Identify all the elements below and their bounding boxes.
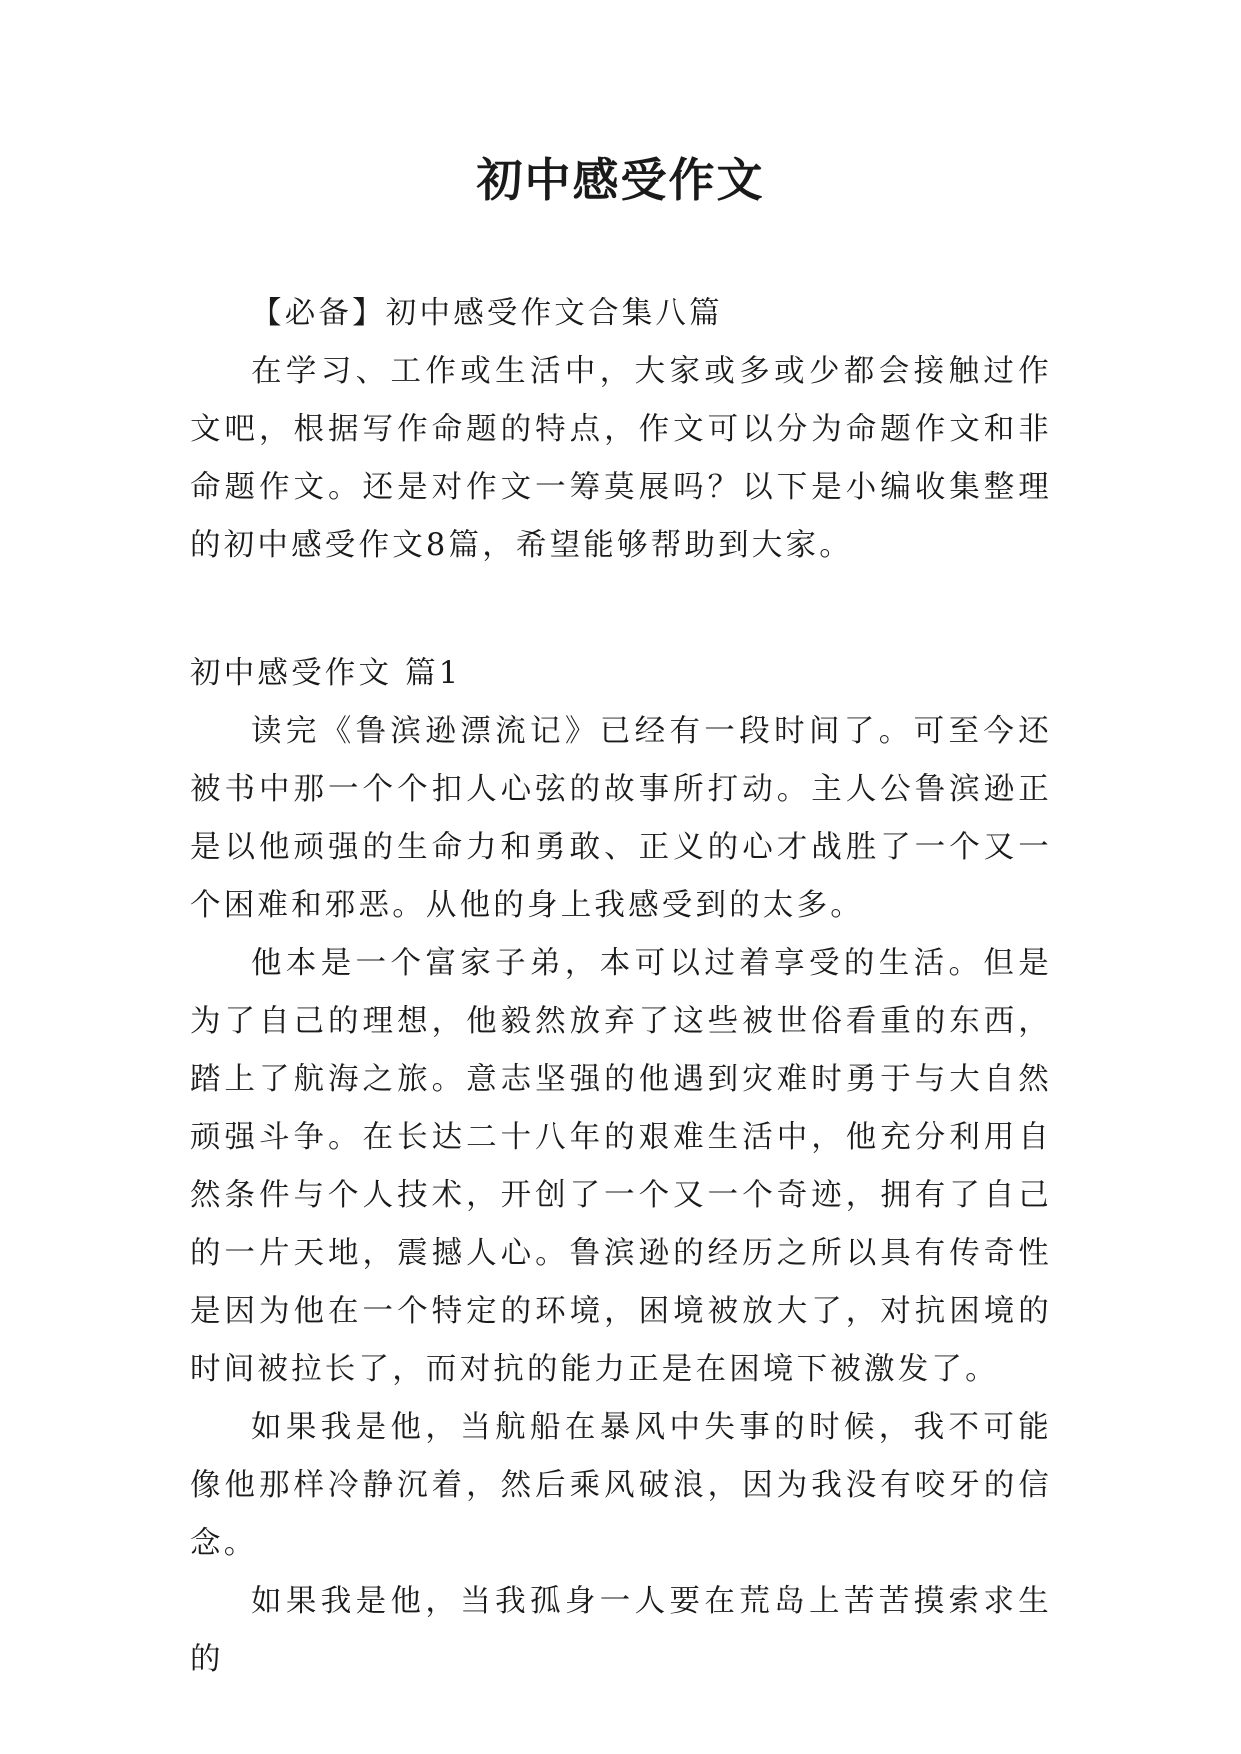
body-paragraph-3: 如果我是他，当航船在暴风中失事的时候，我不可能像他那样冷静沉着，然后乘风破浪，因为我没有咬牙的信念。 — [190, 1410, 1052, 1561]
section-spacer — [190, 575, 1052, 645]
body-paragraph-1: 读完《鲁滨逊漂流记》已经有一段时间了。可至今还被书中那一个个扣人心弦的故事所打动。主人公鲁滨逊正是以他顽强的生命力和勇敢、正义的心才战胜了一个又一个困难和邪恶。从他的身上我感受到的太多。 — [190, 714, 1052, 923]
body-paragraph-4: 如果我是他，当我孤身一人要在荒岛上苦苦摸索求生的 — [190, 1584, 1052, 1677]
body-paragraph-2: 他本是一个富家子弟，本可以过着享受的生活。但是为了自己的理想，他毅然放弃了这些被世俗看重的东西，踏上了航海之旅。意志坚强的他遇到灾难时勇于与大自然顽强斗争。在长达二十八年的艰难生活中，他充分利用自然条件与个人技术，开创了一个又一个奇迹，拥有了自己的一片天地，震撼人心。鲁滨逊的经历之所以具有传奇性是因为他在一个特定的环境，困境被放大了，对抗困境的时间被拉长了，而对抗的能力正是在困境下被激发了。 — [190, 946, 1052, 1387]
document-body — [190, 285, 1052, 1689]
document-title: 初中感受作文 — [476, 153, 765, 207]
section-heading: 初中感受作文 篇1 — [190, 656, 462, 691]
intro-heading: 【必备】初中感受作文合集八篇 — [251, 296, 723, 331]
intro-paragraph: 在学习、工作或生活中，大家或多或少都会接触过作文吧，根据写作命题的特点，作文可以分为命题作文和非命题作文。还是对作文一筹莫展吗？以下是小编收集整理的初中感受作文8篇，希望能够帮助到大家。 — [190, 354, 1052, 563]
